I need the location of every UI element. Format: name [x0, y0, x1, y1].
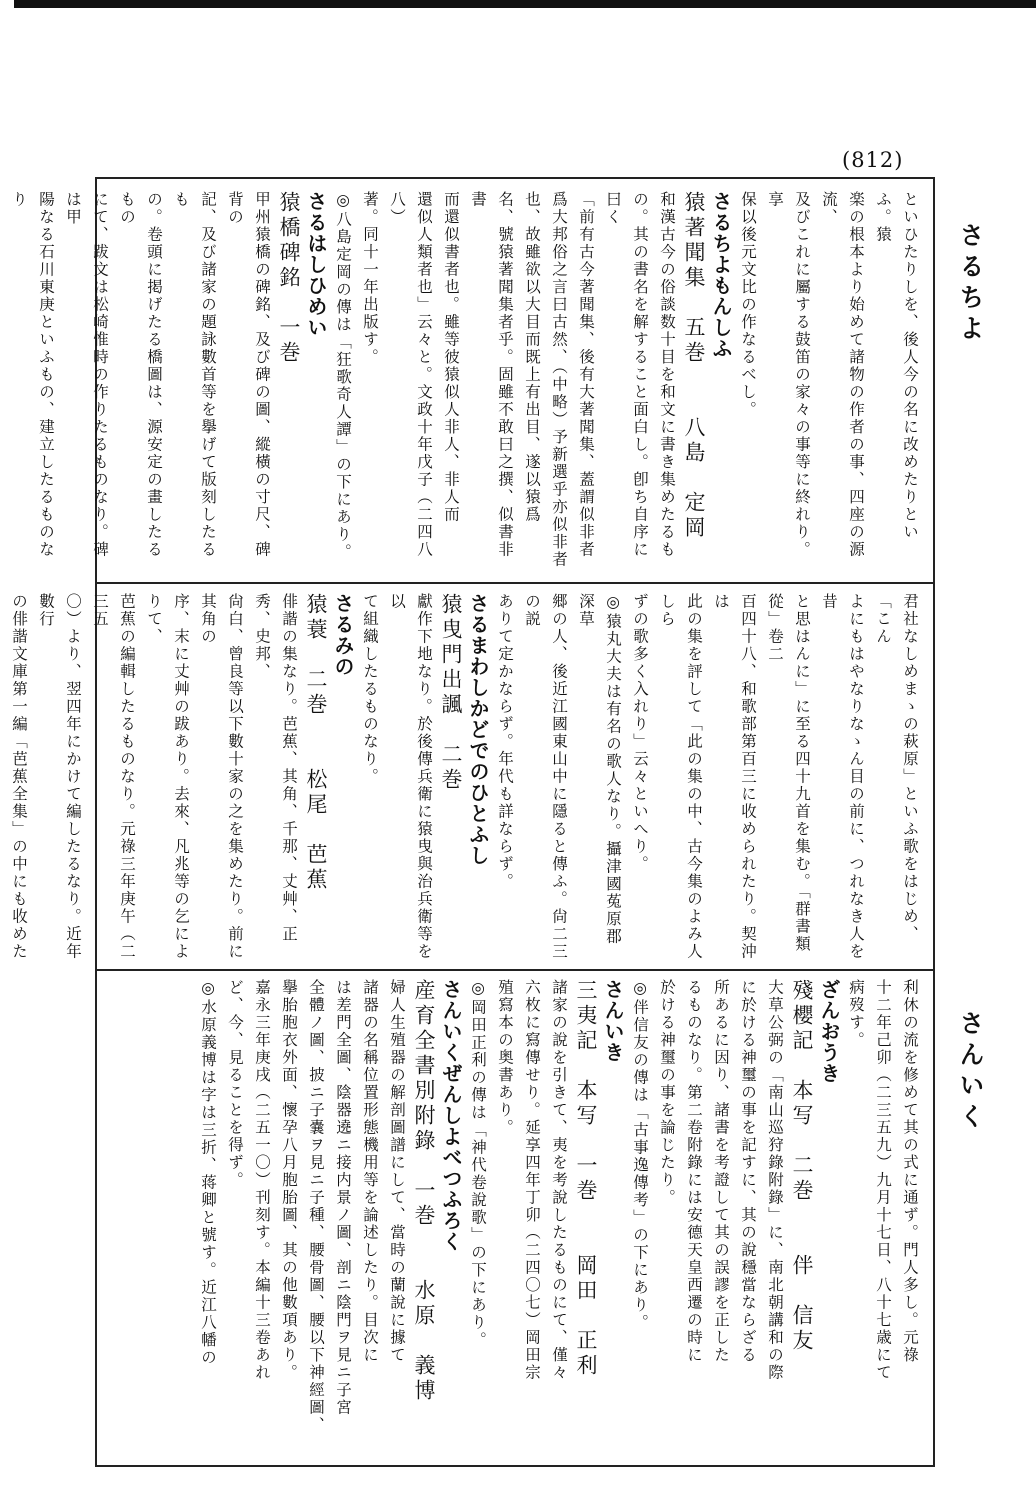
- text-column: 郷の人、後近江國東山中に隱ると傳ふ。尙二三の説: [523, 593, 568, 961]
- text-column: ◎伴信友の傳は「古事逸傳考」の下にあり。: [631, 979, 649, 1332]
- text-column: 〇）より、翌四年にかけて編したるなり。近年數行: [37, 593, 82, 961]
- entry-heading: さんいき: [601, 979, 625, 1063]
- text-column: 十二年己卯（二三五九）九月十七日、八十七歳にて: [874, 979, 892, 1382]
- text-column: と思はんに」に至る四十九首を集む。「群書類從」卷二: [766, 593, 811, 953]
- text-column: 君社なしめまゝの萩原」といふ歌をはじめ、「こん: [874, 593, 919, 943]
- entry-title: 猿蓑 二巻 松尾 芭蕉: [304, 593, 328, 893]
- page-frame: [10, 177, 935, 1467]
- text-column: 著。同十一年出版す。: [361, 191, 379, 366]
- entry-title: 猿曳門出諷 二巻: [439, 593, 463, 793]
- text-column: 還似人類者也」云々と。文政十年戊子（二四八八）: [388, 191, 433, 559]
- text-column: ずの歌多く入れり」云々といへり。: [631, 593, 649, 873]
- text-column: 六枚に寫傳せり。延享四年丁卯（二四〇七）岡田宗: [523, 979, 541, 1382]
- text-column: [0, 191, 5, 574]
- section-divider-1: [97, 582, 933, 584]
- text-column: 及びこれに屬する鼓笛の家々の事等に終れり。享: [766, 191, 811, 559]
- text-column: 序、末に丈艸の跋あり。去來、凡兆等の乞によりて、: [145, 593, 190, 961]
- text-column: に於ける神璽の事を記すに、其の說穩當ならざる: [739, 979, 757, 1364]
- top-rule: [14, 0, 1036, 8]
- text-column: るものなり。第二卷附錄には安德天皇西遷の時に: [685, 979, 703, 1364]
- text-column: 此の集を評して「此の集の中、古今集のよみ人しら: [658, 593, 703, 961]
- text-column: 利休の流を修めて其の式に通ず。門人多し。元祿: [901, 979, 919, 1364]
- running-head-bottom: さんいく: [956, 1010, 985, 1134]
- text-column: 全體ノ圖、披ニ子嚢ヲ見ニ子種、腰骨圖、腰以下神經圖、: [307, 979, 325, 1434]
- text-column: 於ける神璽の事を論じたり。: [658, 979, 676, 1207]
- entry-title: 猿橋碑銘 一巻: [277, 191, 301, 366]
- entry-heading: さんいくぜんしよべつふろく: [439, 979, 463, 1252]
- text-column: 百四十八、和歌部第百三に收められたり。契沖は: [712, 593, 757, 961]
- text-column: 楽の根本より始めて諸物の作者の事、四座の源流、: [820, 191, 865, 559]
- text-column: 諸器の名稱位置形態機用等を論述したり。目次に: [361, 979, 379, 1364]
- section-middle: [10, 593, 923, 961]
- text-column: 保以後元文比の作なるべし。: [739, 191, 757, 419]
- text-column: といひたりしを、後人今の名に改めたりといふ。猿: [874, 191, 919, 541]
- text-column: の。卷頭に掲げたる橋圖は、源安定の畫したるもの: [118, 191, 163, 559]
- entry-title: 殘櫻記 本写 二巻 伴 信友: [790, 979, 814, 1354]
- section-divider-2: [97, 969, 933, 971]
- text-column: 擧胎胞衣外面、懷孕八月胞胎圖、其の他數項あり。: [280, 979, 298, 1382]
- page-number: (812): [842, 148, 904, 172]
- text-column: は差門全圖、陰器遶ニ接内景ノ圖、剖ニ陰門ヲ見ニ子宮: [334, 979, 352, 1417]
- running-head-top: さるちよ: [956, 222, 985, 346]
- entry-heading: さるまわしかどでのひとふし: [466, 593, 490, 866]
- text-column: の。其の書名を解すること面白し。卽ち自序に曰く: [604, 191, 649, 559]
- text-column: 而還似書者也。雖等彼猿似人非人、非人而: [442, 191, 460, 524]
- text-column: の俳諧文庫第一編「芭蕉全集」の中にも收めた: [10, 593, 28, 961]
- text-column: 「前有古今著聞集、後有大著聞集、蓋謂似非者: [577, 191, 595, 559]
- text-column: 和漢古今の俗談数十目を和文に書き集めたるも: [658, 191, 676, 559]
- text-column: ど、今、見ることを得ず。: [226, 979, 244, 1189]
- text-column: 名、號猿著聞集者乎。固雖不敢曰之撰、似書非書: [469, 191, 514, 559]
- text-column: ◎猿丸大夫は有名の歌人なり。攝津國菟原郡深草: [577, 593, 622, 946]
- entry-title: 産育全書別附錄 一巻 水原 義博: [412, 979, 436, 1404]
- entry-title: 三夷記 本写 一巻 岡田 正利: [574, 979, 598, 1379]
- text-column: 也、故雖欲以大目而既上有出目、遂以猿爲: [523, 191, 541, 524]
- text-column: 婦人生殖器の解剖圖譜にして、當時の蘭說に據て: [388, 979, 406, 1364]
- text-column: ◎八島定岡の傳は「狂歌奇人譚」の下にあり。: [334, 191, 352, 561]
- text-column: 爲大邦俗之言曰古然、（中略）予新選乎亦似非者: [550, 191, 568, 569]
- text-column: ありて定かならず。年代も詳ならず。: [496, 593, 514, 891]
- entry-heading: さるちよもんしふ: [709, 191, 733, 359]
- text-column: 諸家の說を引きて、夷を考說したるものにて、僅々: [550, 979, 568, 1382]
- text-column: 病歿す。: [847, 979, 865, 1049]
- section-bottom: [103, 979, 923, 1457]
- text-column: 記、及び諸家の題詠數首等を擧げて版刻したるも: [172, 191, 217, 559]
- entry-heading: ざんおうき: [817, 979, 841, 1084]
- text-column: 所あるに因り、諸書を考證して其の誤謬を正した: [712, 979, 730, 1364]
- entry-title: 猿著聞集 五巻 八島 定岡: [682, 191, 706, 541]
- section-top: [10, 191, 923, 574]
- text-column: 獻作下地なり。於後傳兵衛に猿曳與治兵衛等を以: [388, 593, 433, 961]
- text-column: て組織したるものなり。: [361, 593, 379, 786]
- text-column: 尙白、曾良等以下數十家の之を集めたり。前に其角の: [199, 593, 244, 961]
- text-column: 俳諧の集なり。芭蕉、其角、千那、丈艸、正秀、史邦、: [253, 593, 298, 943]
- text-column: 嘉永三年庚戌（二五一〇）刊刻す。本編十三卷あれ: [253, 979, 271, 1382]
- text-column: にて、跋文は松崎惟時の作りたるものなり。碑は甲: [64, 191, 109, 559]
- text-column: 甲州猿橋の碑銘、及び碑の圖、縱橫の寸尺、碑背の: [226, 191, 271, 559]
- text-column: 芭蕉の編輯したるものなり。元祿三年庚午（二三五: [91, 593, 136, 961]
- text-column: よにもはやなりなゝん目の前に、つれなき人を昔: [820, 593, 865, 961]
- text-column: ◎水原義博は字は三折、蒋卿と號す。近江八幡の: [199, 979, 217, 1367]
- text-column: ◎岡田正利の傳は「神代卷說歌」の下にあり。: [469, 979, 487, 1349]
- text-column: 殖寫本の奥書あり。: [496, 979, 514, 1137]
- entry-heading: さるはしひめい: [304, 191, 328, 338]
- text-column: 陽なる石川東庚といふもの、建立したるものなり: [10, 191, 55, 559]
- entry-heading: さるみの: [331, 593, 355, 677]
- text-column: 大草公弼の「南山巡狩錄附錄」に、南北朝講和の際: [766, 979, 784, 1382]
